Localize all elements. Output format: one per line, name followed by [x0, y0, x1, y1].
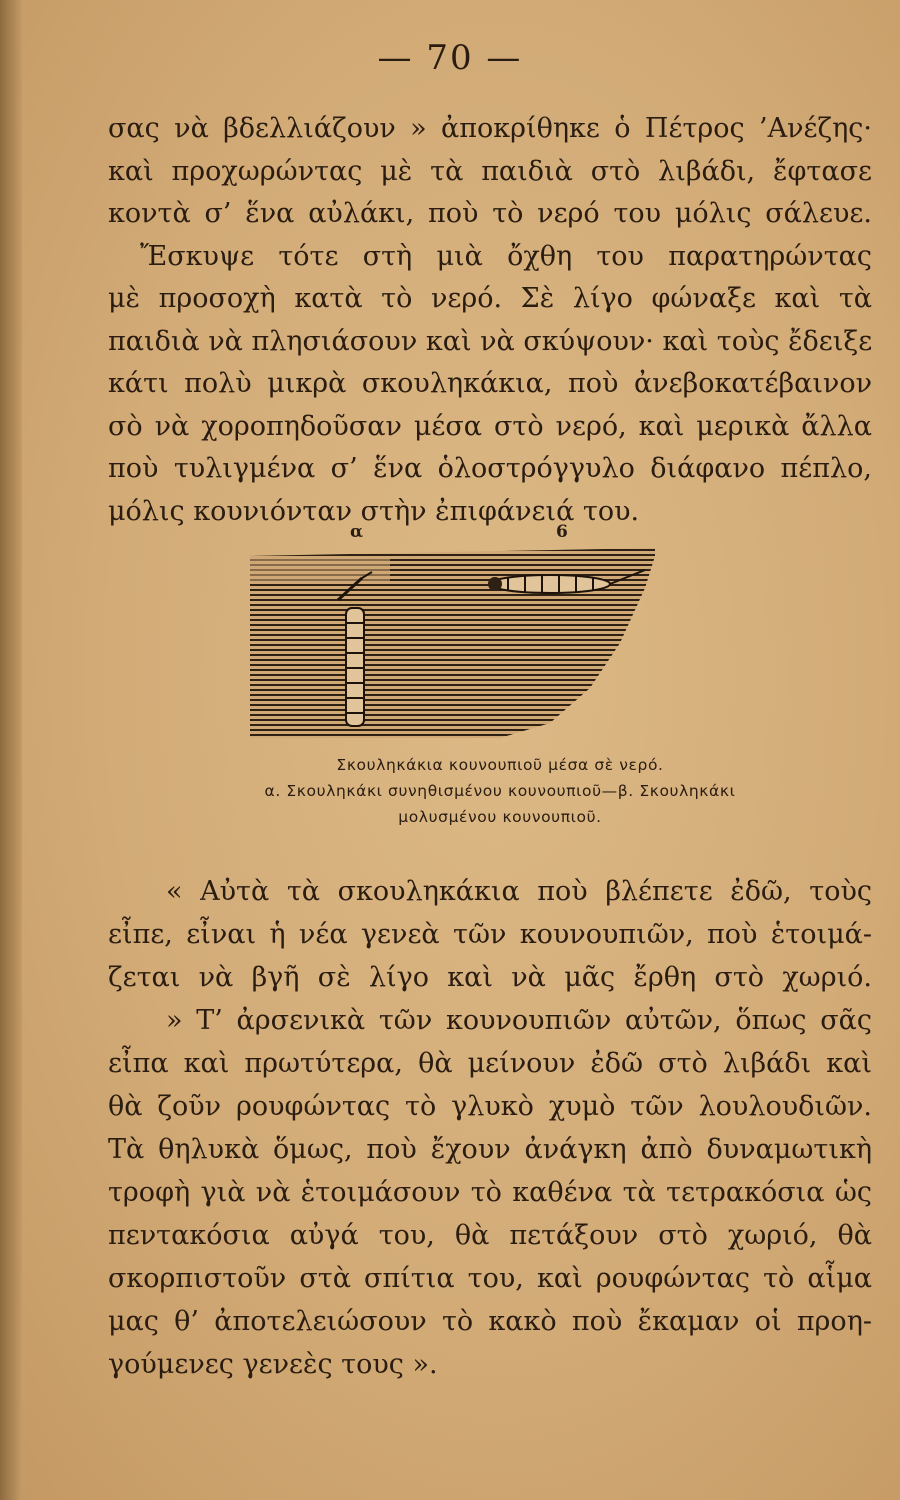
text-line: παιδιὰ νὰ πλησιάσουν καὶ νὰ σκύψουν· καὶ τοὺς ἔδειξε [108, 325, 873, 357]
text-line: κοντὰ σ’ ἕνα αὐλάκι, ποὺ τὸ νερό του μόλις σάλευε. [108, 198, 872, 229]
text-line: » Τ’ ἀρσενικὰ τῶν κουνουπιῶν αὐτῶν, ὅπως σᾶς [166, 1005, 872, 1036]
text-line: καὶ προχωρώντας μὲ τὰ παιδιὰ στὸ λιβάδι, ἔφτασε [108, 155, 872, 187]
text-line: Ἔσκυψε τότε στὴ μιὰ ὄχθη του παρατηρώντας [140, 240, 872, 272]
text-line: σας νὰ βδελλιάζουν » ἀποκρίθηκε ὁ Πέτρος ’Ανέζης· [108, 113, 872, 144]
text-line: εἶπε, εἶναι ἡ νέα γενεὰ τῶν κουνουπιῶν, ποὺ ἑτοιμά- [108, 919, 872, 950]
text-line: γούμενες γενεὲς τους ». [108, 1349, 438, 1380]
text-line: ποὺ τυλιγμένα σ’ ἕνα ὁλοστρόγγυλο διάφανο πέπλο, [108, 453, 872, 484]
page-binding-edge [0, 0, 22, 1500]
paragraph-2 [108, 870, 872, 1386]
text-line: μὲ προσοχὴ κατὰ τὸ νερό. Σὲ λίγο φώναξε καὶ τὰ [108, 283, 872, 314]
larvae-engraving [250, 548, 655, 738]
text-line: σὸ νὰ χοροπηδοῦσαν μέσα στὸ νερό, καὶ μερικὰ ἄλλα [108, 410, 872, 442]
text-line: Τὰ θηλυκὰ ὅμως, ποὺ ἔχουν ἀνάγκη ἀπὸ δυναμωτικὴ [108, 1134, 872, 1165]
text-line: θὰ ζοῦν ρουφώντας τὸ γλυκὸ χυμὸ τῶν λουλουδιῶν. [108, 1091, 872, 1122]
paragraph-1 [108, 108, 872, 533]
caption-line: α. Σκουληκάκι συνηθισμένου κουνουπιοῦ—β. Σκουληκάκι [264, 782, 736, 800]
text-line: « Αὐτὰ τὰ σκουληκάκια ποὺ βλέπετε ἐδῶ, τοὺς [166, 876, 872, 907]
text-line: ζεται νὰ βγῆ σὲ λίγο καὶ νὰ μᾶς ἔρθη στὸ χωριό. [108, 962, 872, 993]
text-line: εἶπα καὶ πρωτύτερα, θὰ μείνουν ἐδῶ στὸ λιβάδι καὶ [108, 1048, 872, 1079]
text-line: κάτι πολὺ μικρὰ σκουληκάκια, ποὺ ἀνεβοκατέβαινον [108, 368, 872, 399]
text-line: μόλις κουνιόνταν στὴν ἐπιφάνειά του. [108, 495, 640, 527]
figure-label-a: α [350, 522, 364, 542]
caption-line: Σκουληκάκια κουνουπιοῦ μέσα σὲ νερό. [336, 756, 664, 774]
caption-line: μολυσμένου κουνουπιοῦ. [398, 808, 602, 826]
figure-caption [180, 752, 820, 830]
text-line: τροφὴ γιὰ νὰ ἑτοιμάσουν τὸ καθένα τὰ τετρακόσια ὡς [108, 1177, 872, 1208]
text-line: σκορπιστοῦν στὰ σπίτια του, καὶ ρουφώντας τὸ αἷμα [108, 1263, 872, 1294]
page-number: — 70 — [377, 38, 523, 78]
text-line: πεντακόσια αὐγά του, θὰ πετάξουν στὸ χωριό, θὰ [108, 1220, 872, 1251]
figure-label-b: 6 [556, 522, 568, 542]
text-line: μας θ’ ἀποτελειώσουν τὸ κακὸ ποὺ ἔκαμαν οἱ προη- [108, 1306, 872, 1337]
